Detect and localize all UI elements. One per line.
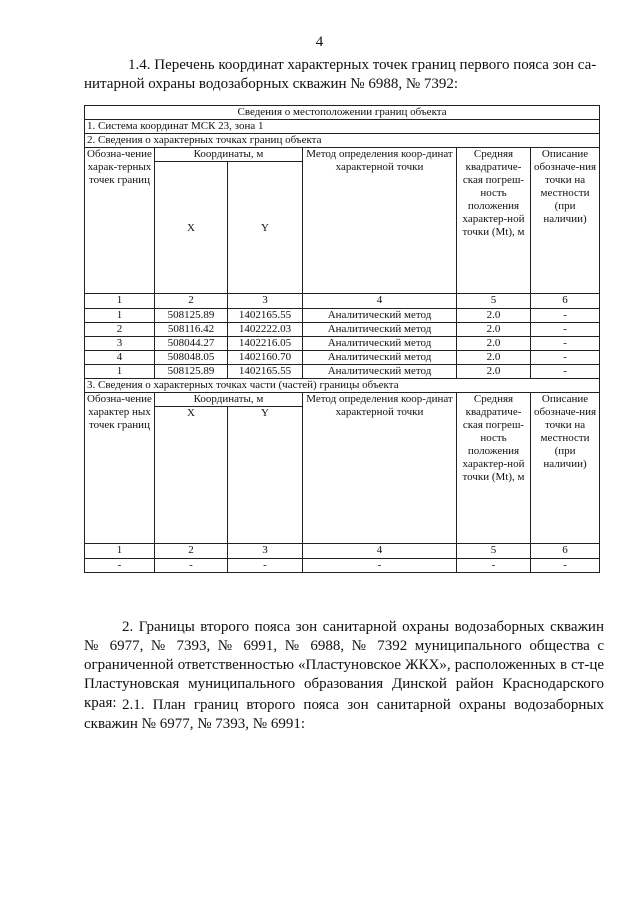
- table-title: Сведения о местоположении границ объекта: [85, 106, 600, 120]
- column-number: 1: [85, 544, 155, 559]
- cell-x: 508125.89: [155, 309, 228, 323]
- cell-x: 508116.42: [155, 323, 228, 337]
- cell-accuracy: 2.0: [457, 323, 531, 337]
- cell-description: -: [531, 323, 600, 337]
- header-coordinates-2: Координаты, м: [155, 393, 303, 407]
- cell-method: Аналитический метод: [303, 351, 457, 365]
- table-row: [85, 351, 600, 365]
- column-number: 4: [303, 544, 457, 559]
- boundary-part-section-row: 3. Сведения о характерных точках части (частей) границы объекта: [85, 379, 600, 393]
- cell-point: 2: [85, 323, 155, 337]
- cell-point: 1: [85, 365, 155, 379]
- table-row: [85, 309, 600, 323]
- header-coordinates: Координаты, м: [155, 148, 303, 162]
- cell-x: 508048.05: [155, 351, 228, 365]
- cell-y: -: [228, 559, 303, 573]
- cell-y: 1402165.55: [228, 365, 303, 379]
- table-row: [85, 559, 600, 573]
- cell-accuracy: -: [457, 559, 531, 573]
- cell-point: 1: [85, 309, 155, 323]
- cell-point: -: [85, 559, 155, 573]
- header-method-2: Метод определения коор-динат характерной точки: [303, 393, 457, 544]
- cell-y: 1402216.05: [228, 337, 303, 351]
- cell-y: 1402165.55: [228, 309, 303, 323]
- cell-description: -: [531, 309, 600, 323]
- cell-x: 508125.89: [155, 365, 228, 379]
- header-accuracy-2: Средняя квадратиче-ская погреш-ность положения характер-ной точки (Mt), м: [457, 393, 531, 544]
- cell-method: Аналитический метод: [303, 365, 457, 379]
- header-point-designation: Обозна-чение харак-терных точек границ: [85, 148, 155, 294]
- cell-method: -: [303, 559, 457, 573]
- header-description-2: Описание обозначе-ния точки на местности (при наличии): [531, 393, 600, 544]
- boundary-points-section-row: 2. Сведения о характерных точках границ объекта: [85, 134, 600, 148]
- column-number: 3: [228, 544, 303, 559]
- header-x-2: X: [155, 407, 228, 544]
- cell-description: -: [531, 365, 600, 379]
- table-row: [85, 337, 600, 351]
- header-point-designation-2: Обозна-чение характер ных точек границ: [85, 393, 155, 544]
- cell-description: -: [531, 351, 600, 365]
- column-number: 2: [155, 294, 228, 309]
- paragraph-second-zone-text: 2. Границы второго пояса зон санитарной охраны водозаборных скважин № 6977, № 7393, № 6991, № 6988, № 7392 муниципального общества с ограниченной ответственностью «Пластуновское ЖКХ», расположенных в ст-це Пластуновская муниципального образования Динской район Краснодарского края:: [84, 619, 604, 711]
- coordinates-table: [84, 105, 600, 573]
- header-accuracy: Средняя квадратиче-ская погреш-ность положения характер-ной точки (Mt), м: [457, 148, 531, 294]
- cell-description: -: [531, 337, 600, 351]
- cell-accuracy: 2.0: [457, 309, 531, 323]
- coordinate-system-row: 1. Система координат МСК 23, зона 1: [85, 120, 600, 134]
- header-y: Y: [228, 162, 303, 294]
- page-number: 4: [315, 34, 324, 50]
- column-number: 3: [228, 294, 303, 309]
- section-heading-line-2: нитарной охраны водозаборных скважин № 6988, № 7392:: [84, 76, 459, 92]
- cell-method: Аналитический метод: [303, 337, 457, 351]
- column-number: 2: [155, 544, 228, 559]
- table-row: [85, 365, 600, 379]
- cell-method: Аналитический метод: [303, 309, 457, 323]
- cell-accuracy: 2.0: [457, 337, 531, 351]
- paragraph-second-zone-plan: [84, 696, 604, 734]
- cell-point: 3: [85, 337, 155, 351]
- header-method: Метод определения коор-динат характерной точки: [303, 148, 457, 294]
- column-number: 5: [457, 294, 531, 309]
- header-description: Описание обозначе-ния точки на местности (при наличии): [531, 148, 600, 294]
- cell-point: 4: [85, 351, 155, 365]
- cell-accuracy: 2.0: [457, 351, 531, 365]
- header-y-2: Y: [228, 407, 303, 544]
- cell-x: -: [155, 559, 228, 573]
- section-heading-line-1: 1.4. Перечень координат характерных точек границ первого пояса зон са-: [128, 57, 597, 73]
- column-number: 4: [303, 294, 457, 309]
- column-number: 1: [85, 294, 155, 309]
- cell-description: -: [531, 559, 600, 573]
- column-number: 5: [457, 544, 531, 559]
- cell-method: Аналитический метод: [303, 323, 457, 337]
- paragraph-second-zone-plan-text: 2.1. План границ второго пояса зон санитарной охраны водозаборных скважин № 6977, № 7393, № 6991:: [84, 697, 604, 732]
- column-number: 6: [531, 294, 600, 309]
- header-x: X: [155, 162, 228, 294]
- cell-y: 1402222.03: [228, 323, 303, 337]
- column-number: 6: [531, 544, 600, 559]
- cell-x: 508044.27: [155, 337, 228, 351]
- cell-y: 1402160.70: [228, 351, 303, 365]
- table-row: [85, 323, 600, 337]
- cell-accuracy: 2.0: [457, 365, 531, 379]
